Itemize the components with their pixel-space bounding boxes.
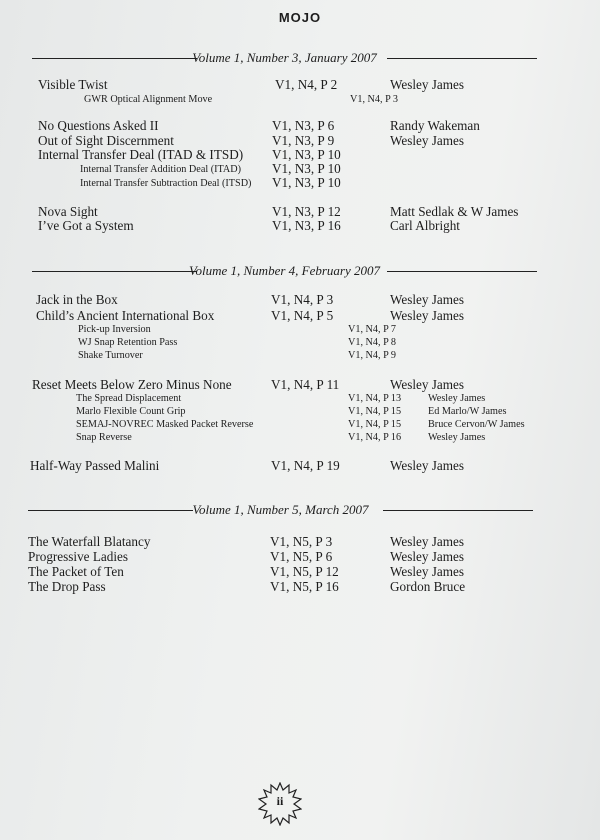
running-header: MOJO [278, 10, 322, 25]
page-number: ii [276, 794, 284, 808]
volume-heading [32, 50, 537, 66]
volume-heading [28, 502, 533, 518]
page-number-badge [258, 782, 302, 826]
volume-title: Volume 1, Number 4, February 2007 [188, 263, 380, 278]
index-page: MOJO Volume 1, Number 3, January 2007 Visible Twist V1, N4, P 2 Wesley James GWR Optical Alignment Move V1, N4, P 3 No Questions Asked II V1, N3, P 6 Randy Wakeman Out of Sight Discernment V1, N3, P 9 Wesley James Internal Transfer Deal (ITAD & ITSD) V1, N3, P 10 Internal Transfer Addition Deal (ITAD) V1, N3, P 10 Internal Transfer Subtraction Deal (ITSD) V1, N3, P 10 Nova Sight V1, N3, P 12 Matt Sedlak & W James I’ve Got a System V1, N3, P 16 Carl Albright Volume 1, Number 4, February 2007 Jack in the Box V1, N4, P 3 Wesley James Child’s Ancient International Box V1, N4, P 5 Wesley James Pick-up Inversion V1, N4, P 7 WJ Snap Retention Pass V1, N4, P 8 Shake Turnover V1, N4, P 9 Reset Meets Below Zero Minus None V1, N4, P 11 Wesley James The Spread Displacement V1, N4, P 13 Wesley James Marlo Flexible Count Grip V1, N4, P 15 Ed Marlo/W James SEMAJ-NOVREC Masked Packet Reverse V1, N4, P 15 Bruce Cervon/W James Snap Reverse V1, N4, P 16 Wesley James Half-Way Passed Malini V1, N4, P 19 Wesley James Volume 1, Number 5, March 2007 The Waterfall Blatancy V1, N5, P 3 Wesley James Progressive Ladies V1, N5, P 6 Wesley James The Packet of Ten V1, N5, P 12 Wesley James The Drop Pass V1, N5, P 16 Gordon Bruce ii [0, 0, 600, 840]
volume-title: Volume 1, Number 3, January 2007 [192, 50, 377, 65]
volume-heading [32, 263, 537, 279]
volume-title: Volume 1, Number 5, March 2007 [192, 502, 369, 517]
